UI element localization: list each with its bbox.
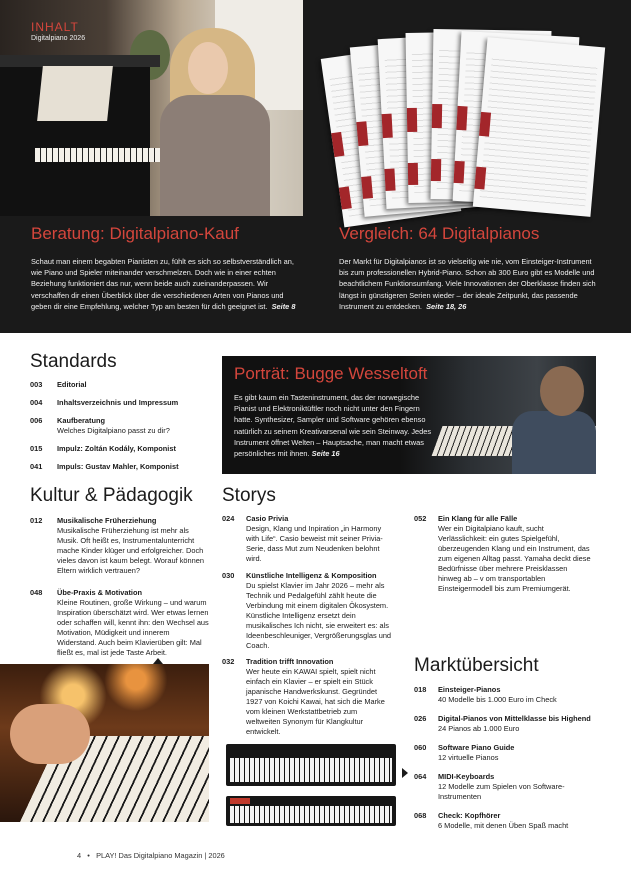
toc-description: Design, Klang und Inpiration „in Harmony with Life“. Casio beweist mit seiner Privia-Serie, dass Mut zum Neudenken belohnt wird.: [246, 524, 383, 563]
toc-entry[interactable]: [414, 743, 604, 763]
pianist-body-shape: [160, 95, 270, 216]
toc-page-number: 030: [222, 571, 235, 580]
pianist-face-shape: [188, 42, 228, 94]
midi-keyboard-image: [226, 744, 396, 786]
toc-title: Tradition trifft Innovation: [246, 657, 334, 666]
feature-title-beratung: Beratung: Digitalpiano-Kauf: [31, 224, 239, 243]
toc-title: Inhaltsverzeichnis und Impressum: [57, 398, 179, 407]
toc-page-number: 052: [414, 514, 427, 523]
keys-shape: [230, 806, 392, 823]
toc-page-number: 060: [414, 743, 427, 752]
section-heading-storys: Storys: [222, 485, 276, 506]
toc-title: Impuls: Gustav Mahler, Komponist: [57, 462, 179, 471]
section-heading-markt: Marktübersicht: [414, 655, 539, 676]
toc-page-number: 003: [30, 380, 43, 389]
toc-title: Künstliche Intelligenz & Komposition: [246, 571, 377, 580]
toc-page-number: 032: [222, 657, 235, 666]
page-reference[interactable]: Seite 18, 26: [426, 301, 467, 311]
toc-title: Digital-Pianos von Mittelklasse bis Highend: [438, 714, 591, 723]
toc-description: Kleine Routinen, große Wirkung – und warum Inspiration überschätzt wird. Wer etwas lernen oder schaffen will, kennt ihn: den Wechsel aus Motivation, Müdigkeit und innerem Widerstand. Auch beim Klavierüben gilt: Mal fließt es, mal ist jede Taste Arbeit.: [57, 598, 209, 657]
musician-body-shape: [512, 411, 596, 474]
toc-description: 12 virtuelle Pianos: [438, 753, 499, 762]
toc-entry[interactable]: [414, 772, 604, 802]
drum-pads-shape: [230, 798, 250, 804]
piano-keys-shape: [35, 148, 165, 162]
page-reference[interactable]: Seite 16: [311, 449, 340, 459]
sheet-music-shape: [37, 66, 113, 121]
toc-entry[interactable]: [30, 462, 210, 472]
toc-title: Editorial: [57, 380, 87, 389]
toc-entry[interactable]: [30, 588, 210, 658]
toc-entry[interactable]: [30, 516, 210, 576]
toc-title: Impulz: Zoltán Kodály, Komponist: [57, 444, 176, 453]
toc-title: Übe-Praxis & Motivation: [57, 588, 143, 597]
story-entry[interactable]: [222, 571, 392, 651]
toc-page-number: 004: [30, 398, 43, 407]
musician-head-shape: [540, 366, 584, 416]
toc-title: Check: Kopfhörer: [438, 811, 501, 820]
hands-on-piano-photo: [0, 664, 209, 822]
toc-page-number: 012: [30, 516, 43, 525]
toc-title: MIDI-Keyboards: [438, 772, 495, 781]
comparison-sheet: [473, 37, 605, 217]
keys-shape: [230, 758, 392, 782]
kultur-list: [30, 516, 210, 670]
toc-page-number: 015: [30, 444, 43, 453]
toc-page-number: 041: [30, 462, 43, 471]
hand-shape: [10, 704, 90, 764]
pointer-right-icon: [402, 768, 408, 778]
toc-description: 6 Modelle, mit denen Üben Spaß macht: [438, 821, 569, 830]
toc-description: 12 Modelle zum Spielen von Software-Instrumenten: [438, 782, 565, 801]
toc-description: Wer heute ein KAWAI spielt, spielt nicht einfach ein Klavier – er spielt ein Stück japanische Handwerkskunst. Gegründet 1927 von Koichi Kawai, hat sich die Marke vom kleinen Werkstattbetrieb zum weltweiten Synonym für Klangkultur entwickelt.: [246, 667, 385, 736]
toc-title: Casio Privia: [246, 514, 289, 523]
toc-description: Welches Digitalpiano passt zu dir?: [57, 426, 170, 435]
page-reference[interactable]: Seite 8: [271, 301, 296, 311]
toc-page-number: 024: [222, 514, 235, 523]
toc-title: Einsteiger-Pianos: [438, 685, 501, 694]
portrait-feature: [222, 356, 596, 474]
toc-description: Du spielst Klavier im Jahr 2026 – mehr als Technik und Pedalgefühl zählt heute die Verbindung mit einem digitalen Ökosystem. Künstliche Intelligenz ersetzt dein musikalisches Ich nicht, sie erweitert es: als Ideenbeschleuniger, Vergrößerungsglas und Coach.: [246, 581, 392, 650]
story-entry[interactable]: [222, 657, 392, 737]
feature-text-beratung: [31, 256, 299, 312]
toc-description: Wer ein Digitalpiano kauft, sucht Verlässlichkeit: ein gutes Spielgefühl, überzeugenden Klang und ein Instrument, das zum eigenen Alltag passt. Yamaha deckt diese Bedürfnisse über mehrere Preisklassen hinweg ab – v om transportablen Einsteigermodell bis zum Premiumgerät.: [438, 524, 591, 593]
publication-name: PLAY! Das Digitalpiano Magazin | 2026: [96, 851, 225, 860]
standards-list: [30, 380, 210, 480]
midi-controller-image: [226, 796, 396, 826]
story-entry[interactable]: [222, 514, 392, 564]
toc-entry[interactable]: [414, 714, 604, 734]
toc-title: Kaufberatung: [57, 416, 106, 425]
toc-title: Ein Klang für alle Fälle: [438, 514, 518, 523]
issue-label: Digitalpiano 2026: [31, 35, 86, 42]
section-label: INHALT: [31, 20, 79, 34]
toc-entry[interactable]: [414, 685, 604, 705]
story-entry[interactable]: [414, 514, 592, 594]
page-footer: [77, 851, 225, 860]
comparison-sheets-image: [332, 20, 602, 225]
toc-page-number: 048: [30, 588, 43, 597]
portrait-text: [234, 392, 434, 459]
page-number: 4: [77, 851, 82, 860]
toc-page-number: 026: [414, 714, 427, 723]
feature-body: Schaut man einem begabten Pianisten zu, fühlt es sich so selbstverständlich an, wie Piano und Spieler miteinander verschmelzen. Doch wie in einer echten Beziehung funktioniert das nur, wenn beide auch zueinanderpassen. Wir verschaffen dir einen Überblick über die verschiedenen Arten von Pianos und geben dir eine Empfehlung, welcher Typ am besten für dich geeignet ist.: [31, 257, 294, 311]
toc-title: Software Piano Guide: [438, 743, 515, 752]
toc-page-number: 068: [414, 811, 427, 820]
footer-bullet: •: [87, 851, 90, 860]
toc-description: Musikalische Früherziehung ist mehr als Musik. Oft heißt es, Instrumentalunterricht mache Kinder klüger und erfolgreicher. Doch vieles davon ist kaum belegt. Worauf können Eltern wirklich vertrauen?: [57, 526, 204, 575]
markt-list: [414, 685, 604, 840]
feature-text-vergleich: [339, 256, 601, 312]
toc-entry[interactable]: [414, 811, 604, 831]
toc-page-number: 006: [30, 416, 43, 425]
toc-title: Musikalische Früherziehung: [57, 516, 157, 525]
toc-entry[interactable]: [30, 398, 210, 408]
toc-page-number: 064: [414, 772, 427, 781]
portrait-title: Porträt: Bugge Wesseltoft: [234, 364, 428, 383]
portrait-body: Es gibt kaum ein Tasteninstrument, das der norwegische Pianist und Elektroniktüftler noch nicht unter den Fingern hatte. Synthesizer, Sampler und Software gehören ebenso natürlich zu seinem Kreativarsenal wie sein Steinway. Jedes Instrument öffnet Welten – Hauptsache, man macht etwas persönliches mit ihnen.: [234, 393, 432, 459]
toc-entry[interactable]: [30, 380, 210, 390]
toc-description: 24 Pianos ab 1.000 Euro: [438, 724, 520, 733]
toc-entry[interactable]: [30, 444, 210, 454]
section-heading-standards: Standards: [30, 351, 117, 372]
toc-entry[interactable]: [30, 416, 210, 436]
feature-title-vergleich: Vergleich: 64 Digitalpianos: [339, 224, 540, 243]
feature-body: Der Markt für Digitalpianos ist so vielseitig wie nie, vom Einsteiger-Instrument bis zum professionellen Hybrid-Piano. Schon ab 300 Euro gibt es Modelle und beachtlichem Funktionsumfang. Viele Innovationen der Oberklasse finden sich längst in günstigeren Serien wieder – der ideale Zeitpunkt, das passende Instrument zu entdecken.: [339, 257, 596, 311]
toc-description: 40 Modelle bis 1.000 Euro im Check: [438, 695, 557, 704]
toc-page-number: 018: [414, 685, 427, 694]
section-heading-kultur: Kultur & Pädagogik: [30, 485, 193, 506]
